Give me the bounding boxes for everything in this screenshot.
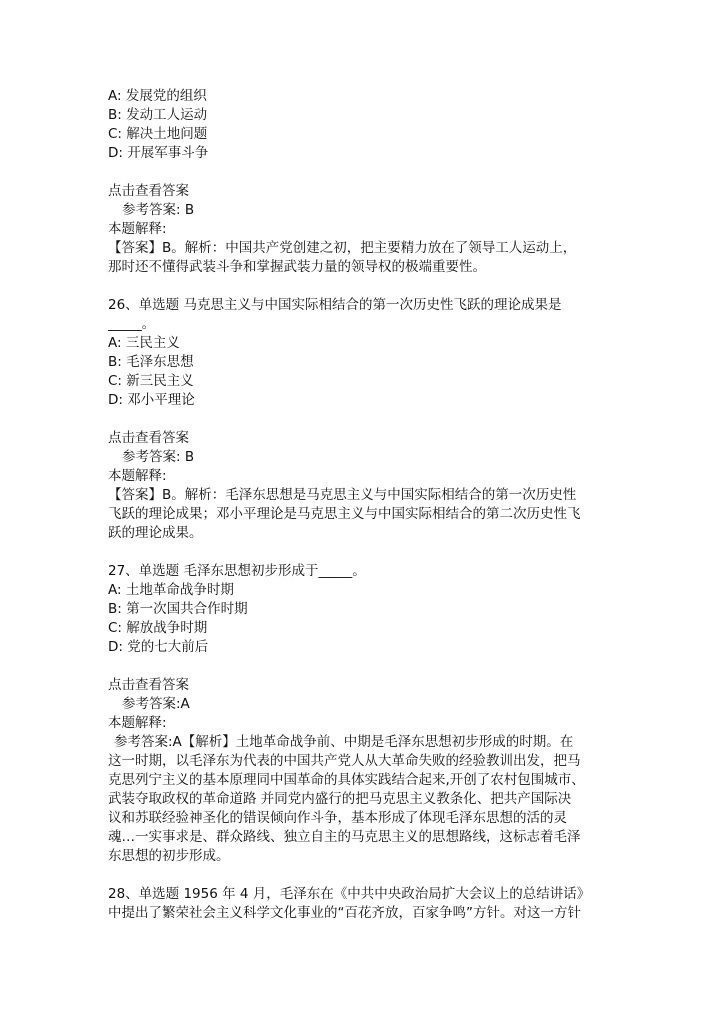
question-25	[108, 87, 620, 277]
option-d: D: 党的七大前后	[108, 639, 209, 655]
explanation-line: 参考答案:A【解析】土地革命战争前、中期是毛泽东思想初步形成的时期。在	[114, 734, 574, 750]
explanation-line: 飞跃的理论成果；邓小平理论是马克思主义与中国实际相结合的第二次历史性飞	[108, 506, 581, 522]
explanation-line: 克思列宁主义的基本原理同中国革命的具体实践结合起来,开创了农村包围城市、	[108, 772, 585, 788]
option-a: A: 三民主义	[108, 335, 180, 351]
explanation-line: 魂…一实事求是、群众路线、独立自主的马克思主义的思想路线，这标志着毛泽	[108, 829, 581, 845]
option-c: C: 解决土地问题	[108, 126, 208, 142]
option-b: B: 毛泽东思想	[108, 354, 194, 370]
reference-answer: 参考答案: B	[122, 202, 195, 218]
question-stem: 中提出了繁荣社会主义科学文化事业的“百花齐放，百家争鸣”方针。对这一方针	[108, 905, 581, 921]
explanation-line: 那时还不懂得武装斗争和掌握武装力量的领导权的极端重要性。	[108, 259, 486, 275]
explanation-line: 跃的理论成果。	[108, 525, 203, 541]
option-d: D: 邓小平理论	[108, 392, 195, 408]
explanation-line: 这一时期，以毛泽东为代表的中国共产党人从大革命失败的经验教训出发，把马	[108, 753, 581, 769]
explanation-line: 【答案】B。解析：中国共产党创建之初，把主要精力放在了领导工人运动上，	[108, 240, 577, 256]
option-a: A: 土地革命战争时期	[108, 582, 234, 598]
option-a: A: 发展党的组织	[108, 88, 207, 104]
view-answer-link[interactable]: 点击查看答案	[108, 430, 189, 446]
question-26	[108, 296, 620, 543]
option-d: D: 开展军事斗争	[108, 145, 209, 161]
option-c: C: 解放战争时期	[108, 620, 208, 636]
question-28	[108, 885, 620, 923]
reference-answer: 参考答案: B	[122, 449, 195, 465]
view-answer-link[interactable]: 点击查看答案	[108, 183, 189, 199]
explanation-line: 东思想的初步形成。	[108, 848, 230, 864]
explanation-label: 本题解释:	[108, 468, 167, 484]
explanation-line: 议和苏联经验神圣化的错误倾向作斗争，基本形成了体现毛泽东思想的活的灵	[108, 810, 567, 826]
question-stem-blank: _____。	[108, 316, 156, 332]
option-b: B: 发动工人运动	[108, 107, 208, 123]
explanation-label: 本题解释:	[108, 715, 167, 731]
question-stem: 27、单选题 毛泽东思想初步形成于_____。	[108, 563, 366, 579]
question-stem: 28、单选题 1956 年 4 月，毛泽东在《中共中央政治局扩大会议上的总结讲话》	[108, 886, 591, 902]
option-c: C: 新三民主义	[108, 373, 194, 389]
option-b: B: 第一次国共合作时期	[108, 601, 248, 617]
question-27	[108, 562, 620, 866]
reference-answer: 参考答案:A	[122, 696, 190, 712]
explanation-label: 本题解释:	[108, 221, 167, 237]
explanation-line: 【答案】B。解析：毛泽东思想是马克思主义与中国实际相结合的第一次历史性	[108, 487, 577, 503]
question-stem: 26、单选题 马克思主义与中国实际相结合的第一次历史性飞跃的理论成果是	[108, 297, 562, 313]
view-answer-link[interactable]: 点击查看答案	[108, 677, 189, 693]
explanation-line: 武装夺取政权的革命道路 并同党内盛行的把马克思主义教条化、把共产国际决	[108, 791, 572, 807]
